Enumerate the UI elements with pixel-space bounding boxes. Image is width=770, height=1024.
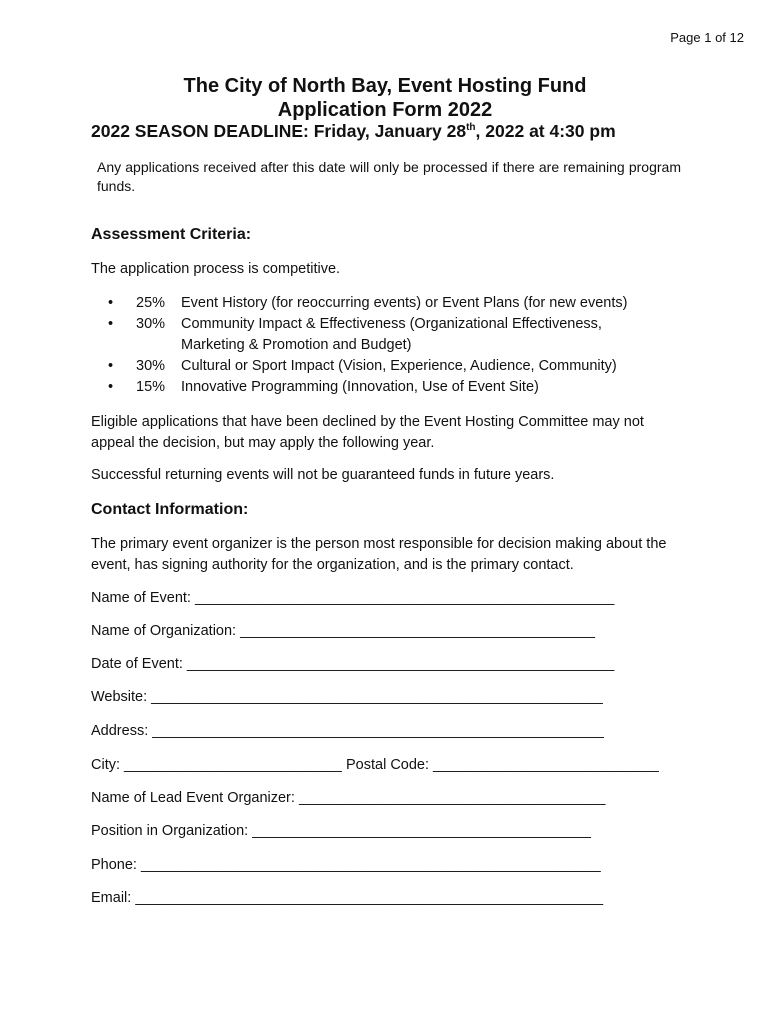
name-of-organization-field[interactable]: Name of Organization: ____________________________________________ (91, 623, 595, 639)
criteria-item (108, 356, 661, 377)
returning-events-note: Successful returning events will not be guaranteed funds in future years. (91, 467, 555, 483)
bullet-icon: • (108, 316, 114, 332)
assessment-intro: The application process is competitive. (91, 261, 341, 277)
criteria-item (108, 314, 661, 356)
document-title-line-2: Application Form 2022 (277, 99, 493, 121)
criteria-item (108, 377, 661, 398)
criteria-list (108, 293, 661, 398)
criteria-item (108, 293, 661, 314)
bullet-icon: • (108, 379, 114, 395)
criteria-percent: 30% (136, 316, 166, 332)
address-field[interactable]: Address: ________________________________________________________ (91, 723, 604, 739)
assessment-criteria-heading: Assessment Criteria: (91, 226, 252, 243)
website-field[interactable]: Website: ________________________________________________________ (91, 689, 603, 705)
city-field[interactable]: City: ___________________________ (91, 757, 342, 773)
lead-event-organizer-field[interactable]: Name of Lead Event Organizer: ______________________________________ (91, 790, 606, 806)
bullet-icon: • (108, 295, 114, 311)
criteria-description: Community Impact & Effectiveness (Organizational Effectiveness, Marketing & Promotion and Budget) (181, 316, 602, 353)
date-of-event-field[interactable]: Date of Event: _____________________________________________________ (91, 656, 615, 672)
criteria-description: Cultural or Sport Impact (Vision, Experience, Audience, Community) (181, 358, 617, 374)
late-application-notice: Any applications received after this date will only be processed if there are remaining program funds. (97, 159, 681, 194)
criteria-percent: 15% (136, 379, 166, 395)
declined-applications-note: Eligible applications that have been declined by the Event Hosting Committee may not appeal the decision, but may apply the following year. (91, 414, 644, 451)
position-in-organization-field[interactable]: Position in Organization: __________________________________________ (91, 823, 591, 839)
email-field[interactable]: Email: __________________________________________________________ (91, 890, 604, 906)
deadline-text-end: , 2022 at 4:30 pm (475, 121, 616, 141)
page-number: Page 1 of 12 (670, 30, 744, 45)
criteria-description: Innovative Programming (Innovation, Use of Event Site) (181, 379, 539, 395)
criteria-percent: 25% (136, 295, 166, 311)
criteria-description: Event History (for reoccurring events) or Event Plans (for new events) (181, 295, 628, 311)
postal-code-field[interactable]: Postal Code: ____________________________ (346, 757, 659, 773)
criteria-percent: 30% (136, 358, 166, 374)
season-deadline (91, 121, 616, 142)
deadline-ordinal-suffix: th (466, 122, 476, 133)
deadline-text-start: 2022 SEASON DEADLINE: Friday, January 28 (91, 121, 467, 141)
document-title-line-1: The City of North Bay, Event Hosting Fund (183, 75, 587, 97)
name-of-event-field[interactable]: Name of Event: ____________________________________________________ (91, 590, 615, 606)
bullet-icon: • (108, 358, 114, 374)
phone-field[interactable]: Phone: _________________________________________________________ (91, 857, 601, 873)
contact-intro: The primary event organizer is the person most responsible for decision making about the event, has signing authority for the organization, and is the primary contact. (91, 536, 667, 573)
contact-information-heading: Contact Information: (91, 501, 249, 518)
